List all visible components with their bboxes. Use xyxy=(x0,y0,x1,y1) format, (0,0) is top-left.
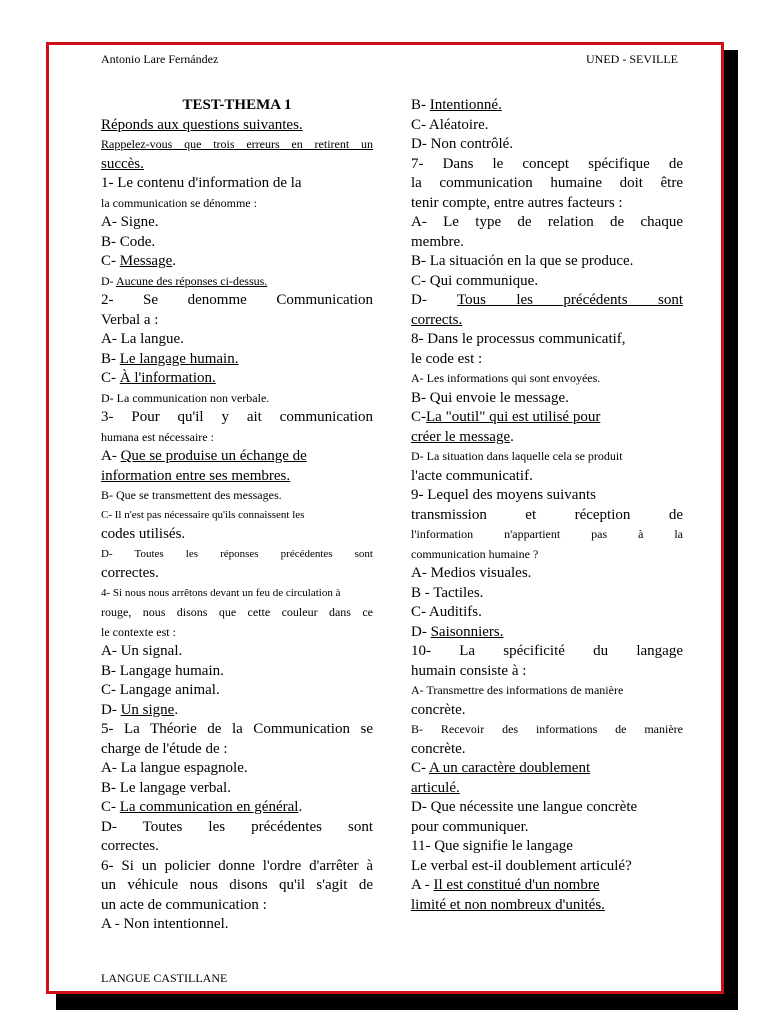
line-text: C- Auditifs. xyxy=(411,604,482,620)
line-text: 7- Dans le concept spécifique de xyxy=(411,155,683,172)
highlighted-answer: articulé. xyxy=(411,779,460,796)
line-text: membre. xyxy=(411,233,464,250)
text-line xyxy=(101,194,373,214)
answer-prefix: C- xyxy=(101,253,120,269)
text-line xyxy=(411,116,683,136)
text-line xyxy=(101,701,373,721)
text-line xyxy=(101,174,373,194)
text-line xyxy=(101,428,373,448)
text-line xyxy=(101,467,373,487)
text-line xyxy=(101,564,373,584)
line-text: B- Langage humain. xyxy=(101,662,224,679)
text-line xyxy=(411,837,683,857)
line-text: A- La langue. xyxy=(101,331,184,347)
text-line xyxy=(101,876,373,896)
text-line xyxy=(101,311,373,331)
text-line xyxy=(101,155,373,175)
answer-prefix: A - xyxy=(411,877,434,893)
text-line xyxy=(411,96,683,116)
line-text: correctes. xyxy=(101,838,159,854)
answer-prefix: C- xyxy=(101,370,120,386)
text-line xyxy=(101,291,373,311)
line-text: pour communiquer. xyxy=(411,818,529,835)
line-text: B- La situación en la que se produce. xyxy=(411,253,634,269)
highlighted-answer: A un caractère doublement xyxy=(428,760,591,776)
text-line xyxy=(411,369,683,389)
line-text: D- Non contrôlé. xyxy=(411,136,514,152)
line-text: la communication humaine doit être xyxy=(411,175,683,191)
text-line xyxy=(411,252,683,272)
highlighted-answer: La communication en général xyxy=(119,799,299,815)
left-column xyxy=(101,96,373,935)
line-text: la communication se dénomme : xyxy=(101,195,257,210)
answer-prefix: D- xyxy=(411,623,431,640)
text-line xyxy=(411,272,683,292)
text-line xyxy=(101,642,373,662)
right-column xyxy=(411,96,683,915)
text-line xyxy=(411,291,683,311)
text-line xyxy=(101,779,373,799)
answer-prefix: A- xyxy=(101,448,121,464)
text-line xyxy=(411,623,683,643)
text-line xyxy=(411,506,683,526)
line-text: humain consiste à : xyxy=(411,662,527,679)
line-text: A- Signe. xyxy=(101,214,159,230)
text-line xyxy=(411,740,683,760)
highlighted-answer: Un signe xyxy=(120,701,175,718)
highlighted-answer: Tous les précédents sont xyxy=(456,292,683,308)
line-text: Verbal a : xyxy=(101,311,159,328)
line-text: 5- La Théorie de la Communication se xyxy=(101,721,373,737)
answer-prefix: B- xyxy=(101,350,120,367)
line-text: D- La situation dans laquelle cela se produit xyxy=(411,449,623,463)
text-line xyxy=(101,720,373,740)
line-text: A - Non intentionnel. xyxy=(101,916,229,932)
line-text: un acte de communication : xyxy=(101,896,267,913)
text-line xyxy=(411,876,683,896)
text-line xyxy=(411,408,683,428)
text-line xyxy=(101,506,373,526)
highlighted-answer: Que se produise un échange de xyxy=(120,448,307,464)
text-line xyxy=(411,662,683,682)
line-text: humana est nécessaire : xyxy=(101,429,214,444)
text-line xyxy=(101,837,373,857)
line-text: le code est : xyxy=(411,350,483,367)
author-name: Antonio Lare Fernández xyxy=(101,52,219,66)
line-text: 9- Lequel des moyens suivants xyxy=(411,487,596,503)
text-line xyxy=(101,486,373,506)
text-line xyxy=(101,623,373,643)
line-text: correctes. xyxy=(101,565,159,581)
line-text: B- Recevoir des informations de manière xyxy=(411,722,683,736)
text-line xyxy=(411,350,683,370)
highlighted-answer: créer le message xyxy=(411,428,511,445)
line-text: B - Tactiles. xyxy=(411,584,484,601)
text-line xyxy=(101,584,373,604)
answer-prefix: C- xyxy=(411,760,429,776)
highlighted-answer: À l'information. xyxy=(119,370,216,386)
text-line xyxy=(411,701,683,721)
line-text: D- Toutes les réponses précédentes sont xyxy=(101,547,373,560)
highlighted-answer: succès. xyxy=(101,155,144,172)
text-line xyxy=(101,135,373,155)
footer-subject: LANGUE CASTILLANE xyxy=(101,971,228,985)
text-line xyxy=(411,135,683,155)
line-text: codes utilisés. xyxy=(101,526,186,542)
line-text: B- Code. xyxy=(101,233,156,250)
line-text: B- Le langage verbal. xyxy=(101,779,231,796)
answer-prefix: D- xyxy=(411,292,457,308)
answer-prefix: D- xyxy=(101,273,116,288)
line-text: 3- Pour qu'il y ait communication xyxy=(101,409,373,425)
line-text: D- Toutes les précédentes sont xyxy=(101,818,373,835)
line-text: Le verbal est-il doublement articulé? xyxy=(411,857,632,874)
line-text: 2- Se denomme Communication xyxy=(101,292,373,308)
text-line xyxy=(101,681,373,701)
highlighted-answer: corrects. xyxy=(411,311,463,328)
highlighted-answer: Rappelez-vous que trois erreurs en retirent un xyxy=(101,137,373,151)
text-line xyxy=(411,857,683,877)
text-line xyxy=(101,116,373,136)
text-line xyxy=(101,545,373,565)
text-line xyxy=(101,389,373,409)
line-suffix: . xyxy=(174,701,179,718)
line-text: l'information n'appartient pas à la xyxy=(411,527,683,541)
text-line xyxy=(101,740,373,760)
text-line xyxy=(101,915,373,935)
line-text: 10- La spécificité du langage xyxy=(411,643,683,659)
line-text: D- La communication non verbale. xyxy=(101,390,270,405)
text-line xyxy=(411,896,683,916)
text-line xyxy=(101,759,373,779)
line-text: C- Langage animal. xyxy=(101,682,220,698)
line-suffix: . xyxy=(172,253,176,269)
institution-name: UNED - SEVILLE xyxy=(586,52,678,66)
line-suffix: . xyxy=(510,428,514,445)
text-line xyxy=(411,525,683,545)
text-line xyxy=(411,564,683,584)
line-text: A- La langue espagnole. xyxy=(101,760,248,776)
highlighted-answer: Réponds aux questions suivantes. xyxy=(101,116,303,133)
text-line xyxy=(101,896,373,916)
line-text: 8- Dans le processus communicatif, xyxy=(411,331,626,347)
line-text: concrète. xyxy=(411,701,466,718)
line-suffix: . xyxy=(298,799,303,815)
line-text: charge de l'étude de : xyxy=(101,740,228,757)
text-line xyxy=(101,525,373,545)
answer-prefix: C- xyxy=(101,799,120,815)
line-text: C- Qui communique. xyxy=(411,272,539,289)
text-line xyxy=(101,798,373,818)
text-line xyxy=(411,720,683,740)
highlighted-answer: information entre ses membres. xyxy=(101,467,291,484)
text-line xyxy=(101,213,373,233)
highlighted-answer: Aucune des réponses ci-dessus. xyxy=(116,273,268,288)
text-line xyxy=(411,818,683,838)
line-text: 11- Que signifie le langage xyxy=(411,838,573,854)
text-line xyxy=(411,155,683,175)
text-line xyxy=(411,603,683,623)
text-line xyxy=(411,194,683,214)
text-line xyxy=(101,447,373,467)
text-line xyxy=(101,603,373,623)
line-text: un véhicule nous disons qu'il s'agit de xyxy=(101,877,373,893)
line-text: C- Il n'est pas nécessaire qu'ils connaissent les xyxy=(101,508,305,521)
text-line xyxy=(411,545,683,565)
text-line xyxy=(411,330,683,350)
text-line xyxy=(101,96,373,116)
text-line xyxy=(101,662,373,682)
highlighted-answer: Le langage humain. xyxy=(119,350,239,367)
answer-prefix: C- xyxy=(411,409,426,425)
line-text: 6- Si un policier donne l'ordre d'arrêter à xyxy=(101,857,373,874)
line-text: A- Le type de relation de chaque xyxy=(411,214,683,230)
line-text: tenir compte, entre autres facteurs : xyxy=(411,194,623,211)
text-line xyxy=(101,272,373,292)
highlighted-answer: Saisonniers. xyxy=(430,623,504,640)
line-text: communication humaine ? xyxy=(411,546,539,561)
line-text: A- Medios visuales. xyxy=(411,565,532,581)
text-line xyxy=(411,311,683,331)
line-text: rouge, nous disons que cette couleur dans ce xyxy=(101,605,373,619)
text-line xyxy=(101,857,373,877)
line-text: C- Aléatoire. xyxy=(411,116,489,133)
text-line xyxy=(101,252,373,272)
line-text: A- Transmettre des informations de manière xyxy=(411,683,624,697)
text-line xyxy=(411,642,683,662)
line-text: A- Les informations qui sont envoyées. xyxy=(411,371,601,385)
highlighted-answer: Intentionné. xyxy=(429,97,502,113)
text-line xyxy=(411,779,683,799)
text-line xyxy=(411,233,683,253)
text-line xyxy=(411,467,683,487)
text-line xyxy=(411,681,683,701)
text-line xyxy=(411,428,683,448)
answer-prefix: D- xyxy=(101,701,121,718)
line-text: TEST-THEMA 1 xyxy=(182,97,292,113)
line-text: transmission et réception de xyxy=(411,506,683,523)
text-line xyxy=(101,330,373,350)
line-text: A- Un signal. xyxy=(101,643,183,659)
text-line xyxy=(411,584,683,604)
line-text: D- Que nécessite une langue concrète xyxy=(411,799,638,815)
highlighted-answer: limité et non nombreux d'unités. xyxy=(411,896,605,913)
line-text: 1- Le contenu d'information de la xyxy=(101,175,302,191)
line-text: B- Que se transmettent des messages. xyxy=(101,488,282,502)
text-line xyxy=(101,369,373,389)
text-line xyxy=(411,213,683,233)
highlighted-answer: Message xyxy=(119,253,173,269)
text-line xyxy=(411,759,683,779)
text-line xyxy=(411,486,683,506)
text-line xyxy=(101,233,373,253)
line-text: le contexte est : xyxy=(101,624,176,639)
line-text: 4- Si nous nous arrêtons devant un feu de circulation à xyxy=(101,586,341,599)
line-text: l'acte communicatif. xyxy=(411,467,533,484)
text-line xyxy=(101,818,373,838)
text-line xyxy=(411,389,683,409)
text-line xyxy=(411,447,683,467)
highlighted-answer: La "outil" qui est utilisé pour xyxy=(426,409,601,425)
answer-prefix: B- xyxy=(411,97,430,113)
text-line xyxy=(101,350,373,370)
highlighted-answer: Il est constitué d'un nombre xyxy=(433,877,600,893)
line-text: concrète. xyxy=(411,740,466,757)
text-line xyxy=(411,174,683,194)
text-line xyxy=(101,408,373,428)
text-line xyxy=(411,798,683,818)
line-text: B- Qui envoie le message. xyxy=(411,389,569,406)
